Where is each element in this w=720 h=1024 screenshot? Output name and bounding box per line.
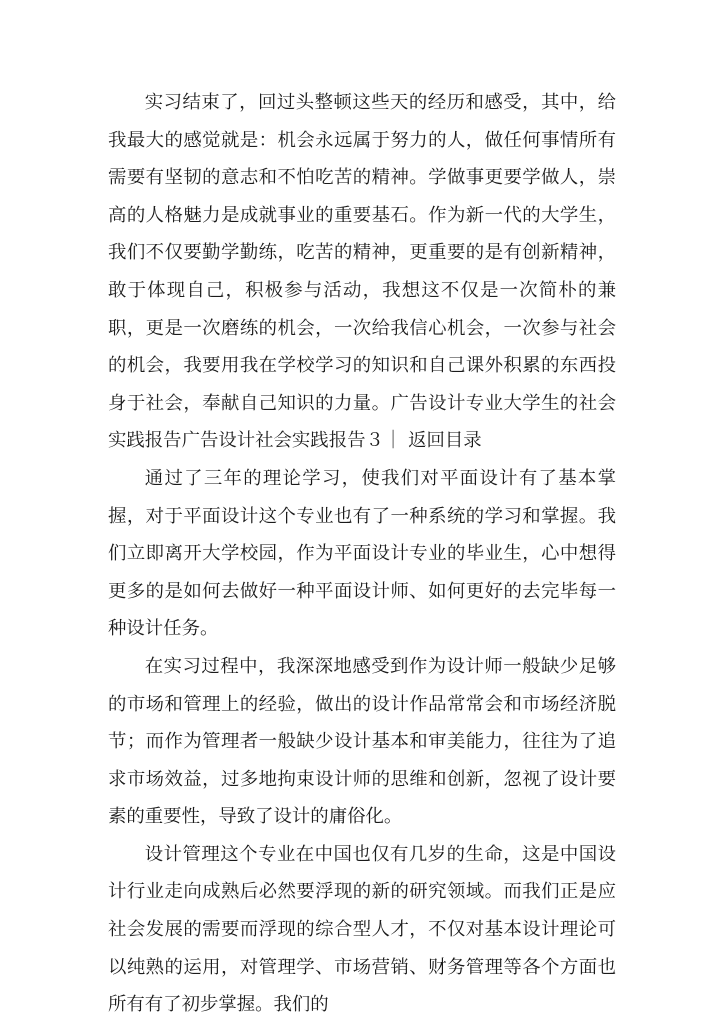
paragraph-4: 设计管理这个专业在中国也仅有几岁的生命，这是中国设计行业走向成熟后必然要浮现的新的研究领域。而我们正是应社会发展的需要而浮现的综合型人才，不仅对基本设计理论可以纯熟的运用，对管理学、市场营销、财务管理等各个方面也所有有了初步掌握。我们的 <box>108 843 616 1016</box>
paragraph-1 <box>108 84 616 460</box>
paragraph-2: 通过了三年的理论学习，使我们对平面设计有了基本掌握，对于平面设计这个专业也有了一种系统的学习和掌握。我们立即离开大学校园，作为平面设计专业的毕业生，心中想得更多的是如何去做好一种平面设计师、如何更好的去完毕每一种设计任务。 <box>108 467 616 640</box>
document-page <box>108 84 616 1024</box>
paragraph-3: 在实习过程中，我深深地感受到作为设计师一般缺少足够的市场和管理上的经验，做出的设计作品常常会和市场经济脱节；而作为管理者一般缺少设计基本和审美能力，往往为了追求市场效益，过多地拘束设计师的思维和创新，忽视了设计要素的重要性，导致了设计的庸俗化。 <box>108 655 616 828</box>
paragraph-1-text: 实习结束了，回过头整顿这些天的经历和感受，其中，给我最大的感觉就是：机会永远属于努力的人，做任何事情所有需要有坚韧的意志和不怕吃苦的精神。学做事更要学做人，崇高的人格魅力是成就事业的重要基石。作为新一代的大学生，我们不仅要勤学勤练，吃苦的精神，更重要的是有创新精神，敢于体现自己，积极参与活动，我想这不仅是一次简朴的兼职，更是一次磨练的机会，一次给我信心机会，一次参与社会的机会，我要用我在学校学习的知识和自己课外积累的东西投身于社会，奉献自己知识的力量。广告设计专业大学生的社会实践报告广告设计社会实践报告３｜ <box>108 92 616 452</box>
back-to-contents-link[interactable]: 返回目录 <box>408 430 482 452</box>
